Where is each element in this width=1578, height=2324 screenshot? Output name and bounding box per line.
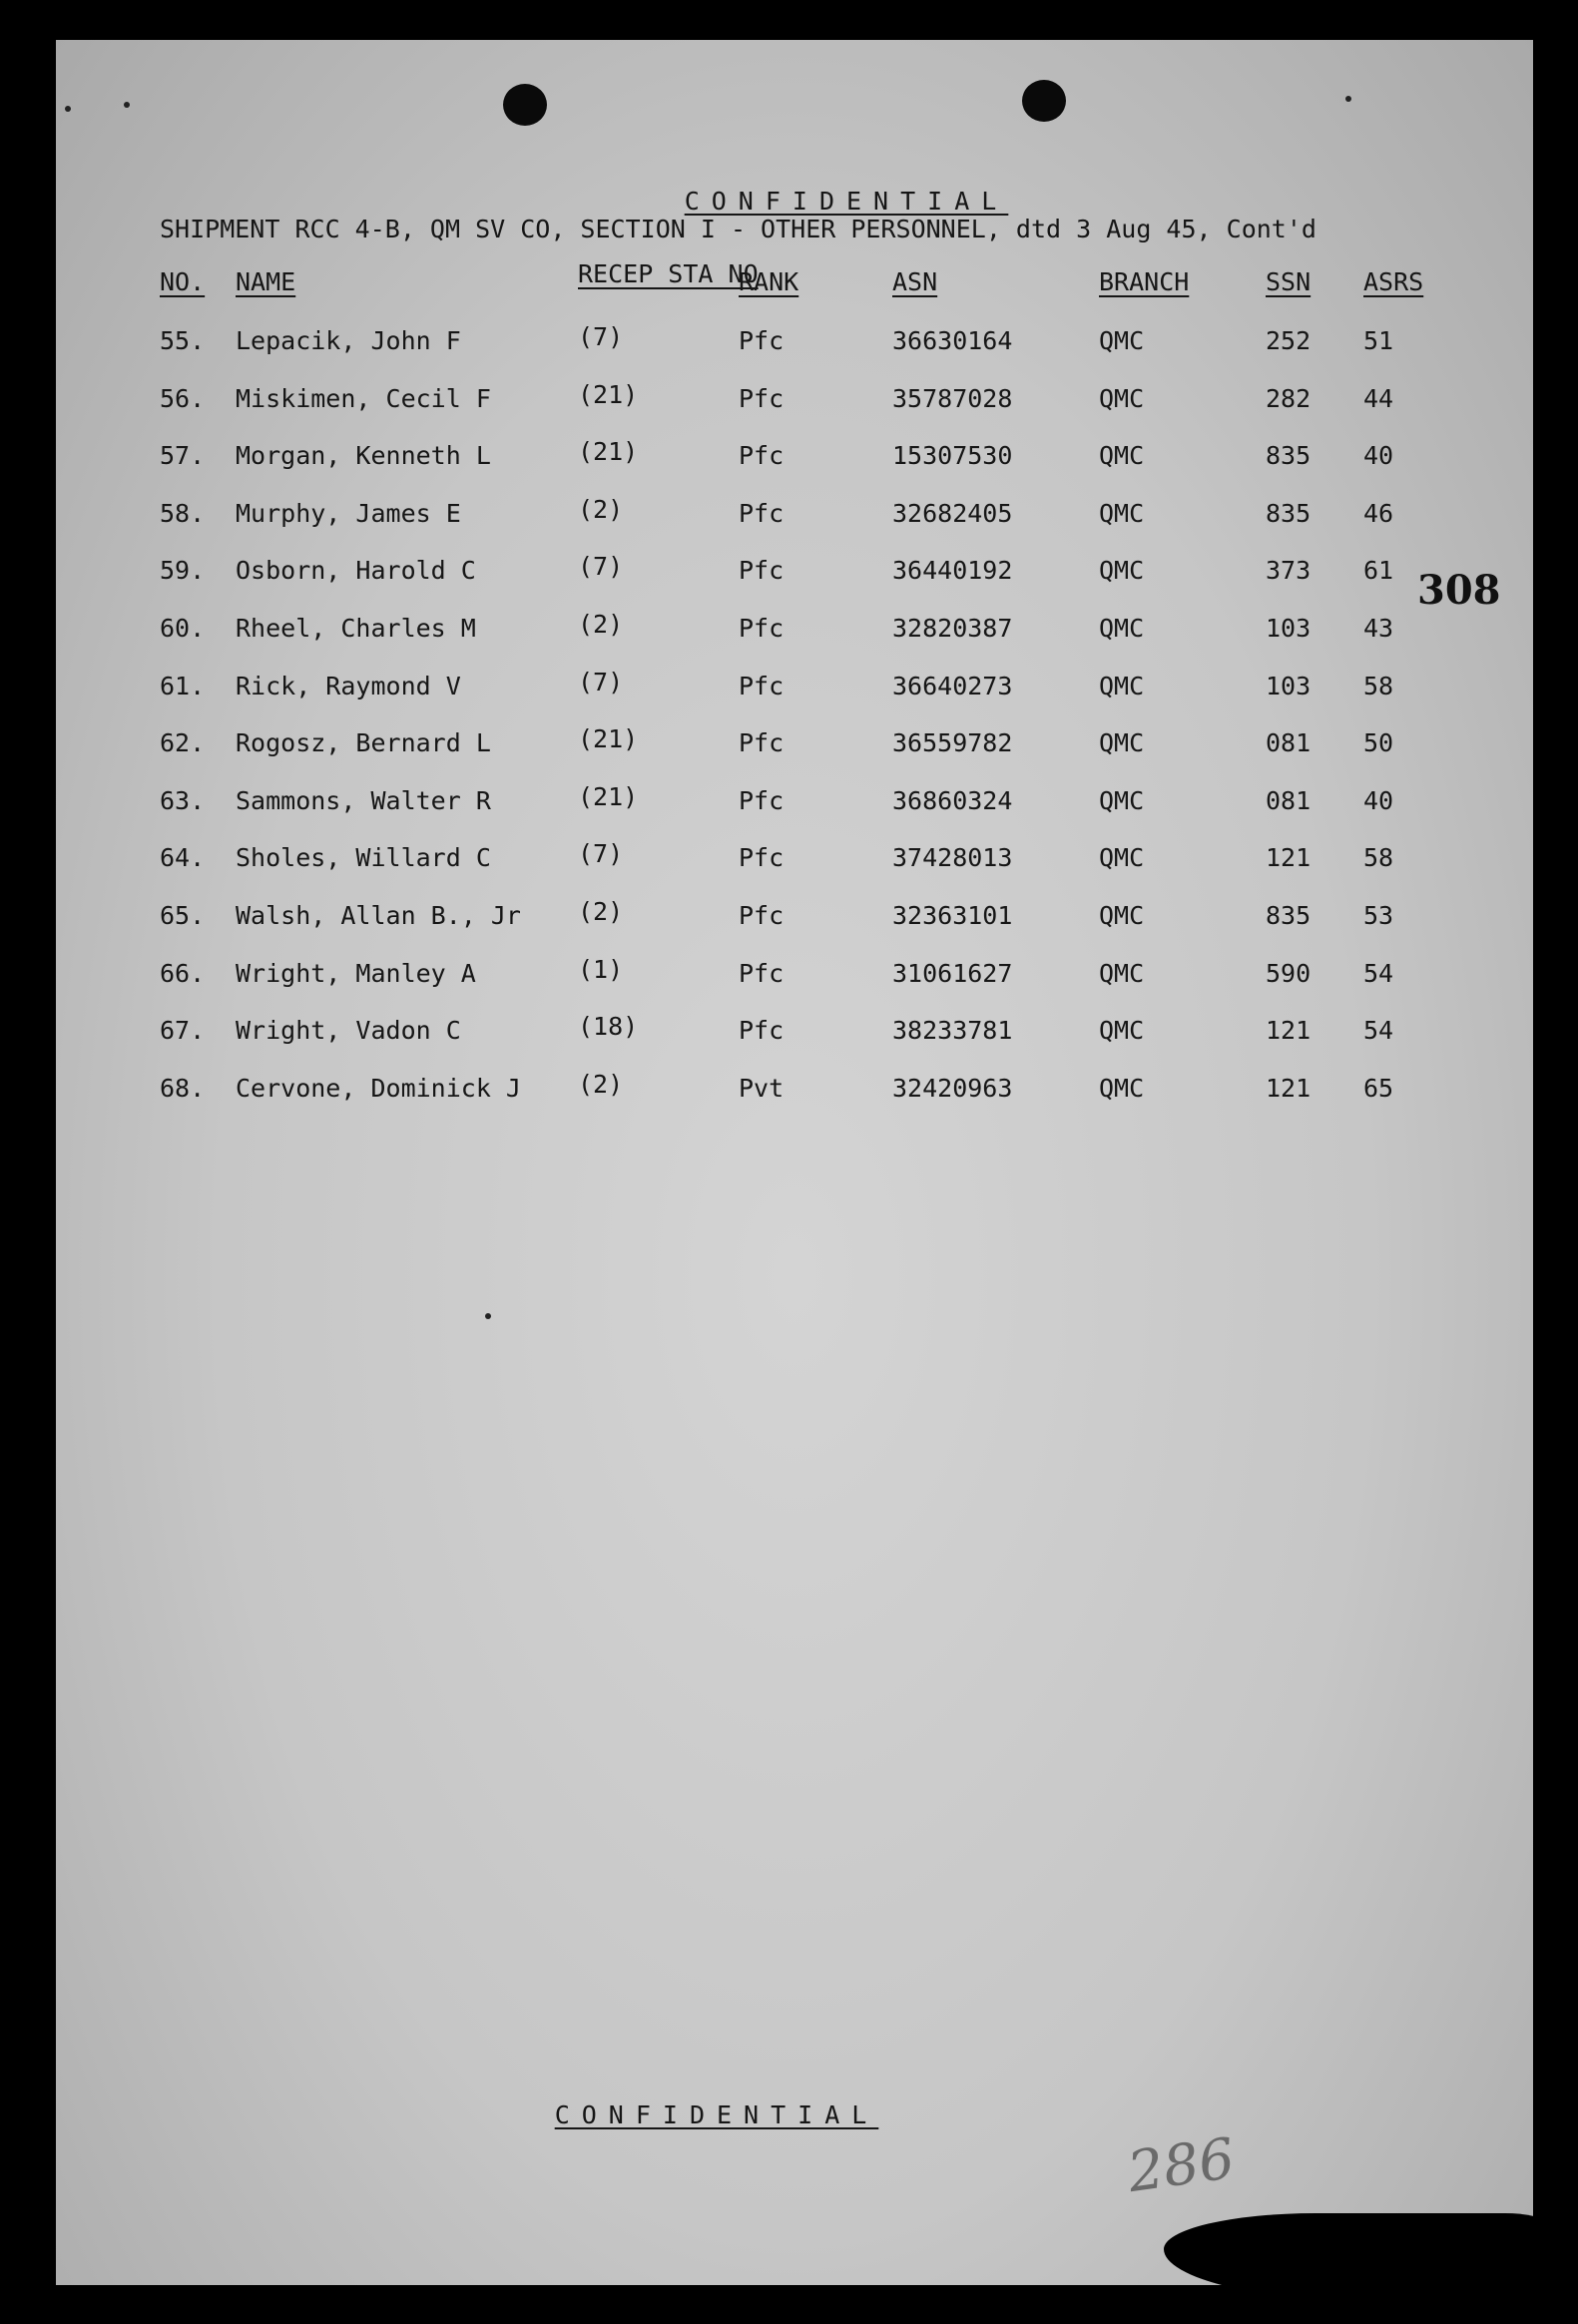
- cell-asrs: 40: [1363, 441, 1394, 470]
- cell-name: Murphy, James E: [236, 499, 461, 528]
- speck: [124, 102, 130, 108]
- cell-ssn: 373: [1266, 556, 1312, 585]
- cell-branch: QMC: [1099, 614, 1145, 643]
- punch-hole-left: [503, 84, 547, 126]
- cell-branch: QMC: [1099, 556, 1145, 585]
- cell-rank: Pfc: [739, 728, 785, 757]
- cell-name: Wright, Vadon C: [236, 1016, 461, 1045]
- cell-asn: 36640273: [892, 672, 1013, 700]
- cell-recep: (7): [578, 322, 624, 351]
- cell-ssn: 252: [1266, 326, 1312, 355]
- cell-name: Cervone, Dominick J: [236, 1074, 521, 1103]
- header-asrs: ASRS: [1363, 267, 1424, 296]
- cell-asn: 32363101: [892, 901, 1013, 930]
- confidential-footer: CONFIDENTIAL: [554, 2100, 879, 2129]
- cell-ssn: 121: [1266, 1016, 1312, 1045]
- cell-branch: QMC: [1099, 326, 1145, 355]
- cell-asrs: 54: [1363, 959, 1394, 988]
- cell-no: 63.: [160, 786, 206, 815]
- header-name: NAME: [236, 267, 296, 296]
- cell-branch: QMC: [1099, 441, 1145, 470]
- cell-asrs: 43: [1363, 614, 1394, 643]
- cell-branch: QMC: [1099, 843, 1145, 872]
- cell-ssn: 835: [1266, 441, 1312, 470]
- cell-no: 66.: [160, 959, 206, 988]
- cell-asrs: 46: [1363, 499, 1394, 528]
- cell-recep: (2): [578, 1070, 624, 1099]
- cell-asrs: 61: [1363, 556, 1394, 585]
- cell-no: 64.: [160, 843, 206, 872]
- torn-edge: [1164, 2213, 1533, 2285]
- cell-name: Sholes, Willard C: [236, 843, 491, 872]
- cell-recep: (2): [578, 897, 624, 926]
- cell-ssn: 081: [1266, 786, 1312, 815]
- cell-asrs: 53: [1363, 901, 1394, 930]
- cell-no: 62.: [160, 728, 206, 757]
- cell-rank: Pfc: [739, 384, 785, 413]
- cell-asn: 15307530: [892, 441, 1013, 470]
- cell-branch: QMC: [1099, 499, 1145, 528]
- cell-asn: 36440192: [892, 556, 1013, 585]
- cell-no: 59.: [160, 556, 206, 585]
- header-rank: RANK: [739, 267, 799, 296]
- cell-rank: Pfc: [739, 786, 785, 815]
- cell-rank: Pvt: [739, 1074, 785, 1103]
- cell-ssn: 103: [1266, 672, 1312, 700]
- cell-asrs: 65: [1363, 1074, 1394, 1103]
- cell-asn: 32820387: [892, 614, 1013, 643]
- cell-asn: 38233781: [892, 1016, 1013, 1045]
- cell-name: Rick, Raymond V: [236, 672, 461, 700]
- cell-recep: (1): [578, 955, 624, 984]
- cell-asn: 32682405: [892, 499, 1013, 528]
- cell-asn: 32420963: [892, 1074, 1013, 1103]
- cell-asn: 35787028: [892, 384, 1013, 413]
- cell-asn: 37428013: [892, 843, 1013, 872]
- cell-recep: (2): [578, 610, 624, 639]
- cell-rank: Pfc: [739, 959, 785, 988]
- cell-ssn: 121: [1266, 843, 1312, 872]
- cell-asrs: 50: [1363, 728, 1394, 757]
- cell-asrs: 58: [1363, 843, 1394, 872]
- cell-name: Rheel, Charles M: [236, 614, 476, 643]
- cell-name: Morgan, Kenneth L: [236, 441, 491, 470]
- cell-branch: QMC: [1099, 384, 1145, 413]
- cell-no: 55.: [160, 326, 206, 355]
- cell-branch: QMC: [1099, 786, 1145, 815]
- cell-branch: QMC: [1099, 901, 1145, 930]
- cell-branch: QMC: [1099, 959, 1145, 988]
- cell-rank: Pfc: [739, 672, 785, 700]
- header-asn: ASN: [892, 267, 938, 296]
- cell-recep: (21): [578, 782, 639, 811]
- cell-ssn: 590: [1266, 959, 1312, 988]
- speck: [485, 1313, 491, 1319]
- shipment-line: SHIPMENT RCC 4-B, QM SV CO, SECTION I - OTHER PERSONNEL, dtd 3 Aug 45, Cont'd: [160, 215, 1316, 243]
- cell-recep: (21): [578, 380, 639, 409]
- cell-branch: QMC: [1099, 1074, 1145, 1103]
- cell-ssn: 081: [1266, 728, 1312, 757]
- cell-rank: Pfc: [739, 441, 785, 470]
- cell-ssn: 835: [1266, 499, 1312, 528]
- cell-name: Miskimen, Cecil F: [236, 384, 491, 413]
- cell-asn: 31061627: [892, 959, 1013, 988]
- cell-rank: Pfc: [739, 843, 785, 872]
- cell-branch: QMC: [1099, 672, 1145, 700]
- cell-asrs: 40: [1363, 786, 1394, 815]
- cell-recep: (21): [578, 437, 639, 466]
- cell-rank: Pfc: [739, 556, 785, 585]
- cell-no: 56.: [160, 384, 206, 413]
- cell-rank: Pfc: [739, 901, 785, 930]
- cell-rank: Pfc: [739, 499, 785, 528]
- cell-rank: Pfc: [739, 326, 785, 355]
- header-no: NO.: [160, 267, 206, 296]
- cell-asn: 36630164: [892, 326, 1013, 355]
- cell-asrs: 58: [1363, 672, 1394, 700]
- punch-hole-right: [1022, 80, 1066, 122]
- cell-no: 65.: [160, 901, 206, 930]
- cell-asn: 36860324: [892, 786, 1013, 815]
- cell-ssn: 121: [1266, 1074, 1312, 1103]
- cell-name: Sammons, Walter R: [236, 786, 491, 815]
- cell-asrs: 54: [1363, 1016, 1394, 1045]
- cell-name: Wright, Manley A: [236, 959, 476, 988]
- cell-no: 57.: [160, 441, 206, 470]
- cell-asrs: 44: [1363, 384, 1394, 413]
- cell-no: 61.: [160, 672, 206, 700]
- confidential-header: CONFIDENTIAL: [684, 187, 1009, 216]
- cell-recep: (18): [578, 1012, 639, 1041]
- cell-name: Lepacik, John F: [236, 326, 461, 355]
- speck: [1345, 96, 1351, 102]
- cell-branch: QMC: [1099, 728, 1145, 757]
- cell-recep: (7): [578, 668, 624, 697]
- cell-name: Osborn, Harold C: [236, 556, 476, 585]
- cell-asrs: 51: [1363, 326, 1394, 355]
- cell-recep: (2): [578, 495, 624, 524]
- cell-no: 58.: [160, 499, 206, 528]
- cell-ssn: 835: [1266, 901, 1312, 930]
- cell-no: 60.: [160, 614, 206, 643]
- cell-ssn: 282: [1266, 384, 1312, 413]
- header-recep: RECEP STA NO: [578, 259, 759, 288]
- cell-rank: Pfc: [739, 1016, 785, 1045]
- cell-recep: (7): [578, 839, 624, 868]
- cell-recep: (7): [578, 552, 624, 581]
- speck: [65, 106, 71, 112]
- cell-name: Rogosz, Bernard L: [236, 728, 491, 757]
- cell-asn: 36559782: [892, 728, 1013, 757]
- cell-ssn: 103: [1266, 614, 1312, 643]
- cell-recep: (21): [578, 724, 639, 753]
- cell-branch: QMC: [1099, 1016, 1145, 1045]
- header-ssn: SSN: [1266, 267, 1312, 296]
- cell-name: Walsh, Allan B., Jr: [236, 901, 521, 930]
- cell-rank: Pfc: [739, 614, 785, 643]
- header-branch: BRANCH: [1099, 267, 1190, 296]
- document-page: [56, 40, 1533, 2285]
- stamp-number: 308: [1417, 567, 1501, 614]
- handwritten-note: 286: [1123, 2125, 1239, 2206]
- cell-no: 68.: [160, 1074, 206, 1103]
- cell-no: 67.: [160, 1016, 206, 1045]
